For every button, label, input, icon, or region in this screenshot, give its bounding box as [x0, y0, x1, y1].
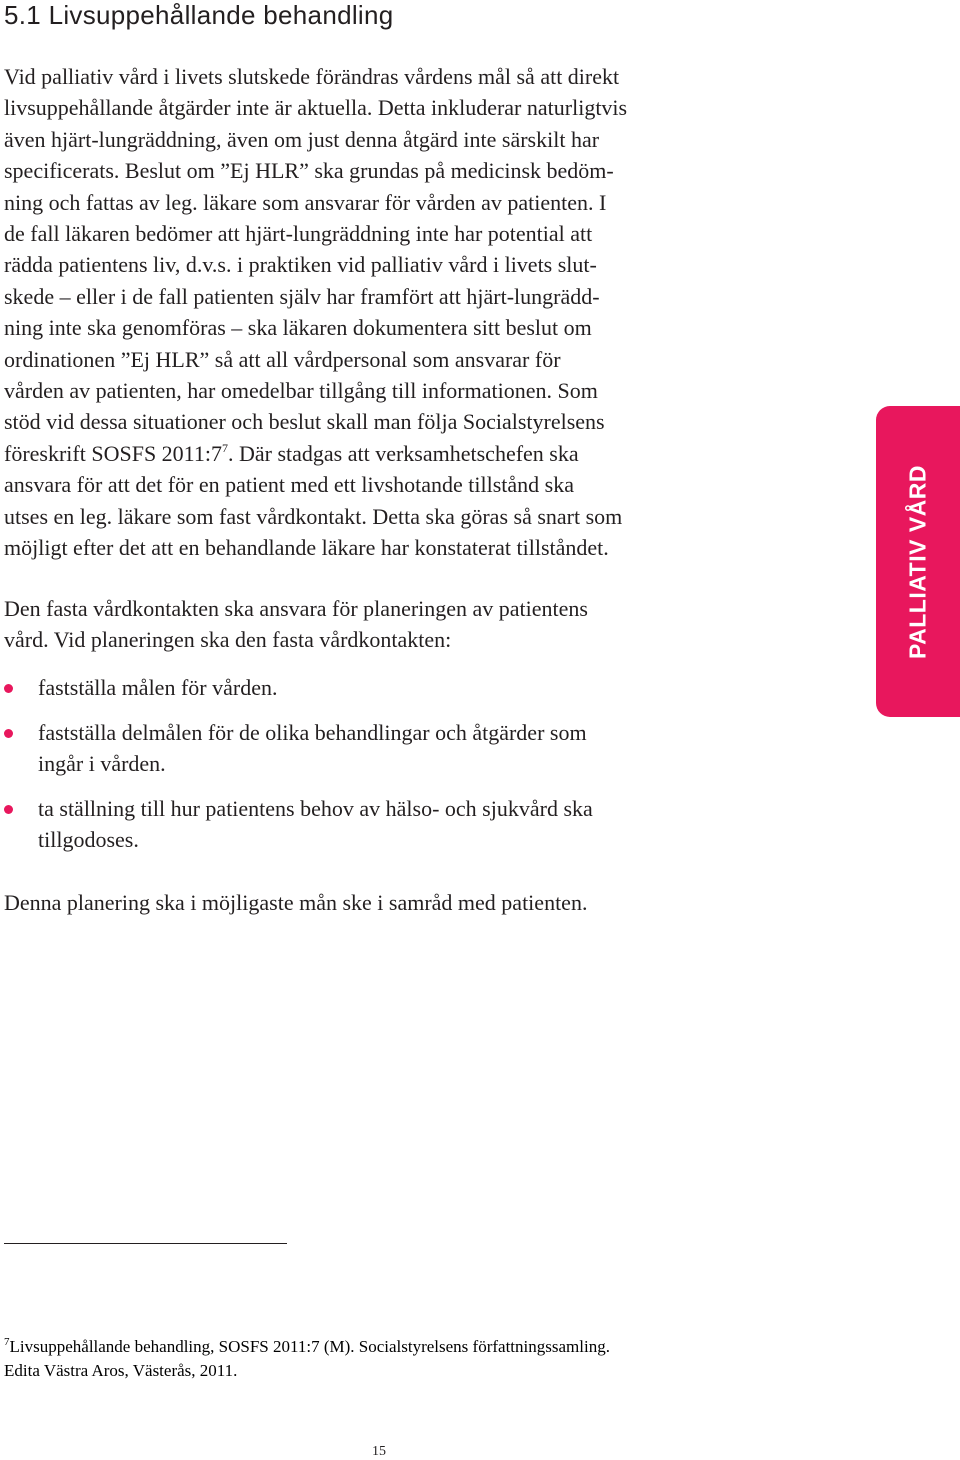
text-line: ansvara för att det för en patient med ett livshotande tillstånd ska — [4, 472, 574, 498]
text-line: ta ställning till hur patientens behov av hälso- och sjukvård ska — [38, 796, 593, 821]
bullet-dot-icon — [4, 805, 13, 814]
text-line: ning inte ska genomföras – ska läkaren dokumentera sitt beslut om — [4, 315, 592, 341]
page-number: 15 — [372, 1444, 386, 1459]
text-line — [4, 438, 784, 469]
text-line: de fall läkaren bedömer att hjärt-lungräddning inte har potential att — [4, 221, 593, 247]
text-line: stöd vid dessa situationer och beslut skall man följa Socialstyrelsens — [4, 409, 605, 435]
section-side-tab — [876, 406, 960, 717]
text-line: fastställa delmålen för de olika behandlingar och åtgärder som — [38, 720, 587, 745]
text-line: Den fasta vårdkontakten ska ansvara för planeringen av patientens — [4, 596, 588, 621]
text-line: specificerats. Beslut om ”Ej HLR” ska grundas på medicinsk bedöm- — [4, 158, 614, 184]
text-line: skede – eller i de fall patienten själv har framfört att hjärt-lungrädd- — [4, 283, 600, 309]
text-line: möjligt efter det att en behandlande läkare har konstaterat tillståndet. — [4, 535, 609, 561]
text-line: vården av patienten, har omedelbar tillgång till informationen. Som — [4, 378, 598, 404]
text-line: utses en leg. läkare som fast vårdkontakt. Detta ska göras så snart som — [4, 503, 623, 529]
text-line: Denna planering ska i möjligaste mån ske i samråd med patienten. — [4, 890, 588, 915]
footnote — [4, 1335, 610, 1383]
text-segment: . Där stadgas att verksamhetschefen ska — [227, 440, 579, 466]
list-item-text — [38, 717, 587, 780]
text-line: livsuppehållande åtgärder inte är aktuella. Detta inkluderar naturligtvis — [4, 95, 628, 121]
section-heading: 5.1 Livsuppehållande behandling — [4, 0, 394, 30]
footnote-reference: 7 — [221, 440, 228, 455]
text-line: ordinationen ”Ej HLR” så att all vårdpersonal som ansvarar för — [4, 346, 561, 372]
text-line: Vid palliativ vård i livets slutskede förändras vårdens mål så att direkt — [4, 64, 620, 89]
footnote-line: Edita Västra Aros, Västerås, 2011. — [4, 1361, 238, 1380]
text-line: ingår i vården. — [38, 751, 166, 777]
paragraph-hlr — [4, 61, 784, 564]
paragraph-vardkontakt — [4, 593, 784, 656]
text-line: fastställa målen för vården. — [38, 675, 278, 700]
side-tab-label: PALLIATIV VÅRD — [904, 464, 931, 659]
list-item-text — [38, 793, 593, 856]
footnote-line — [4, 1335, 610, 1359]
paragraph-planering — [4, 887, 784, 918]
text-line: tillgodoses. — [38, 827, 139, 853]
footnote-marker: 7 — [4, 1336, 10, 1348]
text-segment: föreskrift SOSFS 2011:7 — [4, 440, 222, 466]
text-line: rädda patientens liv, d.v.s. i praktiken vid palliativ vård i livets slut- — [4, 252, 597, 278]
list-item-text — [38, 672, 277, 703]
bullet-dot-icon — [4, 684, 13, 693]
text-line: ning och fattas av leg. läkare som ansvarar för vården av patienten. I — [4, 189, 607, 215]
text-line: vård. Vid planeringen ska den fasta vårdkontakten: — [4, 627, 452, 653]
footnote-text: Livsuppehållande behandling, SOSFS 2011:7 (M). Socialstyrelsens författningssamling. — [9, 1337, 610, 1356]
bullet-dot-icon — [4, 729, 13, 738]
footnote-divider — [4, 1243, 287, 1244]
text-line: även hjärt-lungräddning, även om just denna åtgärd inte särskilt har — [4, 126, 600, 152]
